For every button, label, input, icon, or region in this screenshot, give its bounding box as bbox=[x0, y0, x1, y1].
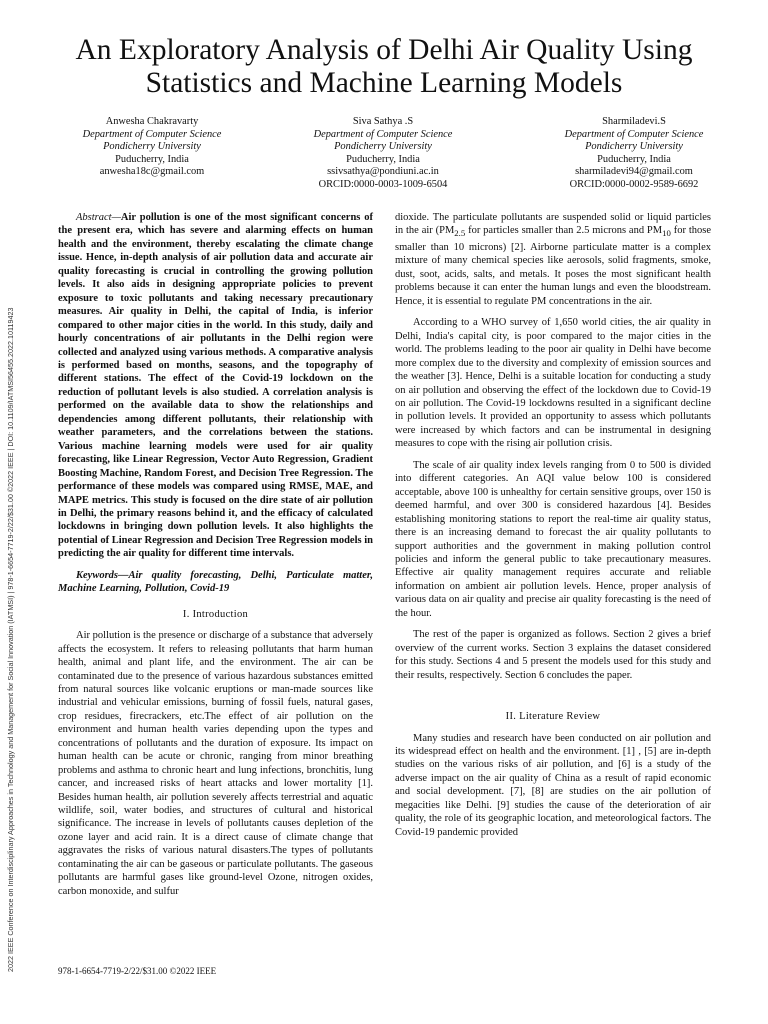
author-email: sharmiladevi94@gmail.com bbox=[575, 166, 693, 178]
author-email: anwesha18c@gmail.com bbox=[99, 166, 205, 178]
author-email: ssivsathya@pondiuni.ac.in bbox=[327, 166, 439, 178]
title-line-2: Statistics and Machine Learning Models bbox=[145, 67, 623, 99]
author-location: Puducherry, India bbox=[115, 153, 189, 165]
left-column bbox=[58, 211, 373, 898]
keywords: Keywords—Air quality forecasting, Delhi, Particulate matter, Machine Learning, Pollution, Covid-19 bbox=[58, 569, 373, 595]
author-block-1 bbox=[52, 116, 252, 179]
author-name: Anwesha Chakravarty bbox=[105, 116, 199, 127]
copyright-footer: 978-1-6654-7719-2/22/$31.00 ©2022 IEEE bbox=[58, 966, 217, 976]
intro-paragraph-2 bbox=[395, 211, 711, 308]
author-university: Pondicherry University bbox=[334, 141, 432, 153]
paragraph-text: dioxide. The particulate pollutants are suspended solid or liquid particles in the air (PM bbox=[395, 212, 711, 237]
author-name: Sharmiladevi.S bbox=[602, 116, 666, 127]
intro-paragraph-3: According to a WHO survey of 1,650 world cities, the air quality in Delhi, India's capital city, is poor compared to the major cities in the world. The problems leading to the poor air quality in Delhi have become more complex due to the diversity and complexity of emission sources and the weather [3]. Hence, Delhi is a suitable location for conducting a study on air pollution and observing the effect of the lockdown due to Covid-19 on air pollution. The Covid-19 lockdowns resulted in a significant decline in pollution levels. It provided an opportunity to assess which pollutants were increased by which factors and can be instrumental in designing measures to cope with the rising air pollution crisis. bbox=[395, 317, 711, 450]
author-university: Pondicherry University bbox=[585, 141, 683, 153]
author-university: Pondicherry University bbox=[103, 141, 201, 153]
author-orcid: ORCID:0000-0002-9589-6692 bbox=[569, 178, 699, 190]
author-location: Puducherry, India bbox=[346, 153, 420, 165]
right-column bbox=[395, 211, 711, 839]
sidebar-text: 2022 IEEE Conference on Interdisciplinary Approaches in Technology and Management for Social Innovation (IATMSI) | 978-1-6654-7719-2/22/$31.00 ©2022 IEEE | DOI: 10.1109/IATMSI56455.2022.10119423 bbox=[6, 307, 15, 972]
title-line-1: An Exploratory Analysis of Delhi Air Quality Using bbox=[75, 34, 693, 66]
author-department: Department of Computer Science bbox=[564, 128, 704, 140]
author-name: Siva Sathya .S bbox=[352, 116, 414, 127]
literature-paragraph-1: Many studies and research have been conducted on air pollution and its widespread effect on health and the environment. [1] , [5] are in-depth studies on the various risks of air pollution, and [6] is a study of the adverse impact on the air quality of China as a result of rapid economic and social development. [7], [8] are studies on the air pollution of megacities like Delhi. [9] studies the cause of the deterioration of air quality, the role of its geographic location, and meteorological factors. The Covid-19 pandemic provided bbox=[395, 732, 711, 838]
author-block-3 bbox=[524, 116, 744, 192]
author-orcid: ORCID:0000-0003-1009-6504 bbox=[318, 178, 448, 190]
subscript: 10 bbox=[662, 228, 671, 239]
paragraph-text: for those smaller than 10 microns) [2]. Airborne particulate matter is a complex mixture of many chemical species like aerosols, solid fragments, smoke, dust, soot, acids, salts, and metals. It poses the most significant health problems because it can enter the human lungs and even the bloodstream. Hence, it is essential to regulate PM concentrations in the air. bbox=[395, 225, 711, 307]
abstract-text: Air pollution is one of the most significant concerns of the present era, which has severe and alarming effects on human health and the environment, thereby escalating the climate change issue. Hence, in-depth analysis of air pollution data and accurate air quality forecasting is crucial in controlling the growing pollution levels. It also aids in designing appropriate policies to prevent exposure to toxic pollutants and taking necessary precautionary measures. Air quality in Delhi, the capital of India, is inferior compared to other major cities in the world. In this study, daily and hourly concentrations of air pollutants in the Delhi region were collected and analyzed using various methods. A comparative analysis is performed based on months, seasons, and the topography of different stations. The effect of the Covid-19 lockdown on the reduction of pollutant levels is also studied. A correlation analysis is performed on the available data to show the relationships and dependencies among different pollutants, their relationship with weather parameters, and the correlations between the stations. Various machine learning models were used for air quality forecasting, like Linear Regression, Vector Auto Regression, Gradient Boosting Machine, Random Forest, and Decision Tree Regression. The performance of these models was compared using RMSE, MAE, and MAPE metrics. This study is focused on the dire state of air pollution in Delhi, the primary reasons behind it, and the efficacy of calculated lockdowns in bringing down pollution levels. It also highlights the potential of Linear Regression and Decision Tree Regression models in predicting the air quality for different time intervals. bbox=[58, 212, 373, 560]
section-heading-literature-review: II. Literature Review bbox=[505, 711, 601, 723]
author-department: Department of Computer Science bbox=[82, 128, 222, 140]
intro-paragraph-4: The scale of air quality index levels ranging from 0 to 500 is divided into different categories. An AQI value below 100 is considered acceptable, above 100 is unhealthy for certain sensitive groups, over 150 is deemed harmful, and over 300 is considered hazardous [4]. Besides establishing monitoring stations to report the real-time air quality status, there is an increasing demand to forecast the air quality pollutants to support authorities and the government in making pollution control policies and inform the general public to take precautionary measures. Effective air quality management requires accurate and reliable information on ambient air pollution levels. Hence, proper analysis of various data on air quality and precise air quality forecasting is the need of the hour. bbox=[395, 459, 711, 619]
author-location: Puducherry, India bbox=[597, 153, 671, 165]
intro-paragraph-5: The rest of the paper is organized as follows. Section 2 gives a brief overview of the current works. Section 3 explains the dataset considered for this study. Sections 4 and 5 present the models used for this study and their results, respectively. Section 6 concludes the paper. bbox=[395, 629, 711, 681]
author-department: Department of Computer Science bbox=[313, 128, 453, 140]
paragraph-text: for particles smaller than 2.5 microns and PM bbox=[465, 225, 663, 237]
abstract-lead: Abstract— bbox=[76, 212, 121, 223]
intro-paragraph-1: Air pollution is the presence or discharge of a substance that adversely affects the ecosystem. It refers to releasing pollutants that harm human health, animal and plant life, and the environment. The air can be contaminated due to the presence of various hazardous substances emitted from natural sources like volcanic eruptions or man-made sources like industrial and vehicular emissions, burning of fossil fuels, natural gases, crop residues, firecrackers, etc.The effect of air pollution on the environment and human health varies depending upon the types and concentrations of pollutants and the duration of exposure. Its impact on human health can be acute or chronic, ranging from minor breathing problems and asthma to chronic heart and lung infections, bronchitis, lung cancer, and increased risks of heart attacks and lower mortality [1]. Besides human health, air pollution severely affects terrestrial and aquatic wildlife, soil, water bodies, and structures of cultural and historical significance. The increase in levels of pollutants causes depletion of the ozone layer and acid rain. It is a direct cause of climate change that aggravates the risks of various natural disasters.The types of pollutants contaminating the air can be gaseous or particulate pollutants. The gaseous pollutants are harmful gases like ground-level Ozone, nitrogen oxides, carbon monoxide, and sulfur bbox=[58, 630, 373, 897]
subscript: 2.5 bbox=[454, 228, 466, 239]
section-heading-introduction: I. Introduction bbox=[182, 608, 249, 620]
author-block-2 bbox=[283, 116, 483, 192]
abstract bbox=[58, 211, 373, 561]
paper-title bbox=[40, 34, 728, 100]
